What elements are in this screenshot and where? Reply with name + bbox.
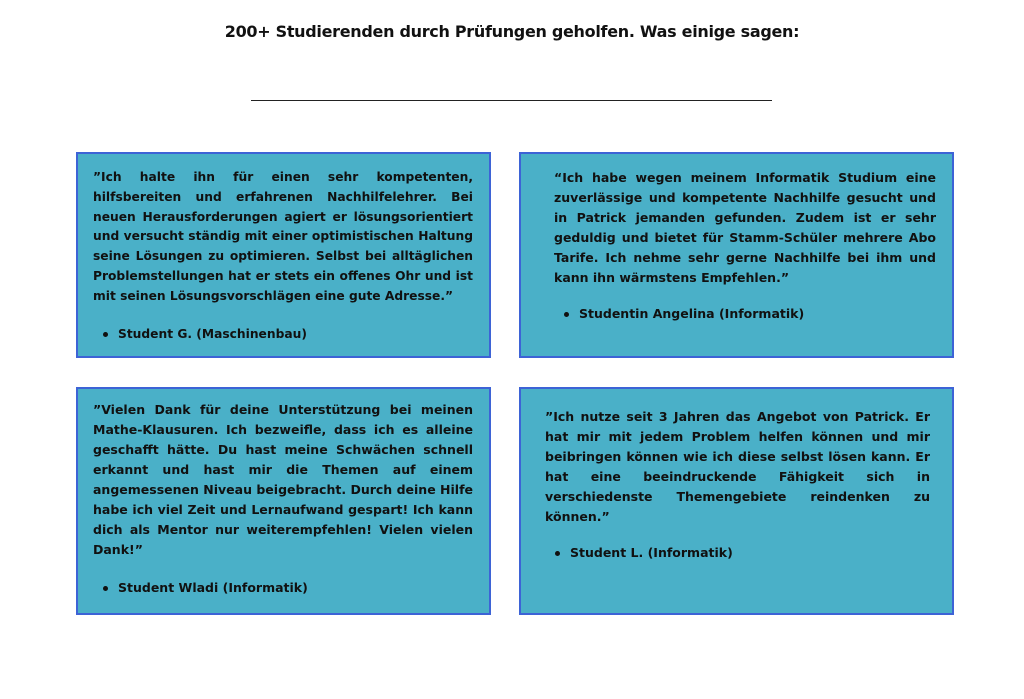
bullet-icon — [564, 312, 569, 317]
testimonial-quote: ”Ich halte ihn für einen sehr kompetenten, hilfsbereiten und erfahrenen Nachhilfelehrer. Bei neuen Herausforderungen agiert er lösungsorientiert und versucht ständig mit einer optimistischen Haltung seine Lösungen zu optimieren. Selbst bei alltäglichen Problemstellungen hat er stets ein offenes Ohr und ist mit seinen Lösungsvorschlägen eine gute Adresse.” — [93, 170, 473, 303]
testimonial-card — [76, 387, 491, 615]
testimonial-author-item — [554, 304, 936, 324]
testimonial-quote: “Ich habe wegen meinem Informatik Studium eine zuverlässige und kompetente Nachhilfe gesucht und in Patrick jemanden gefunden. Zudem ist er sehr geduldig und bietet für Stamm-Schüler mehrere Abo Tarife. Ich nehme sehr gerne Nachhilfe bei ihm und kann ihn wärmstens Empfehlen.” — [554, 170, 936, 285]
page-title: 200+ Studierenden durch Prüfungen geholfen. Was einige sagen: — [224, 22, 800, 41]
testimonial-quote: ”Ich nutze seit 3 Jahren das Angebot von Patrick. Er hat mir mit jedem Problem helfen können und mir beibringen können wie ich diese selbst lösen kann. Er hat eine beeindruckende Fähigkeit sich in verschiedenste Themengebiete reindenken zu können.” — [545, 409, 930, 524]
bullet-icon — [103, 332, 108, 337]
testimonial-author: Student G. (Maschinenbau) — [118, 327, 307, 342]
testimonial-card — [519, 152, 954, 358]
testimonial-card — [519, 387, 954, 615]
bullet-icon — [555, 551, 560, 556]
testimonial-author-item — [93, 324, 473, 344]
testimonial-author: Studentin Angelina (Informatik) — [579, 306, 805, 321]
bullet-icon — [103, 586, 108, 591]
testimonial-author: Student Wladi (Informatik) — [118, 580, 308, 595]
testimonial-author: Student L. (Informatik) — [570, 545, 733, 560]
testimonial-author-item — [545, 543, 930, 563]
testimonial-quote: ”Vielen Dank für deine Unterstützung bei meinen Mathe-Klausuren. Ich bezweifle, dass ich es alleine geschafft hätte. Du hast meine Schwächen schnell erkannt und hast mir die Themen auf einem angemessenen Niveau beigebracht. Durch deine Hilfe habe ich viel Zeit und Lernaufwand gespart! Ich kann dich als Mentor nur weiterempfehlen! Vielen vielen Dank!” — [93, 402, 473, 557]
title-divider — [251, 100, 772, 101]
testimonial-card — [76, 152, 491, 358]
testimonial-author-item — [93, 578, 473, 598]
